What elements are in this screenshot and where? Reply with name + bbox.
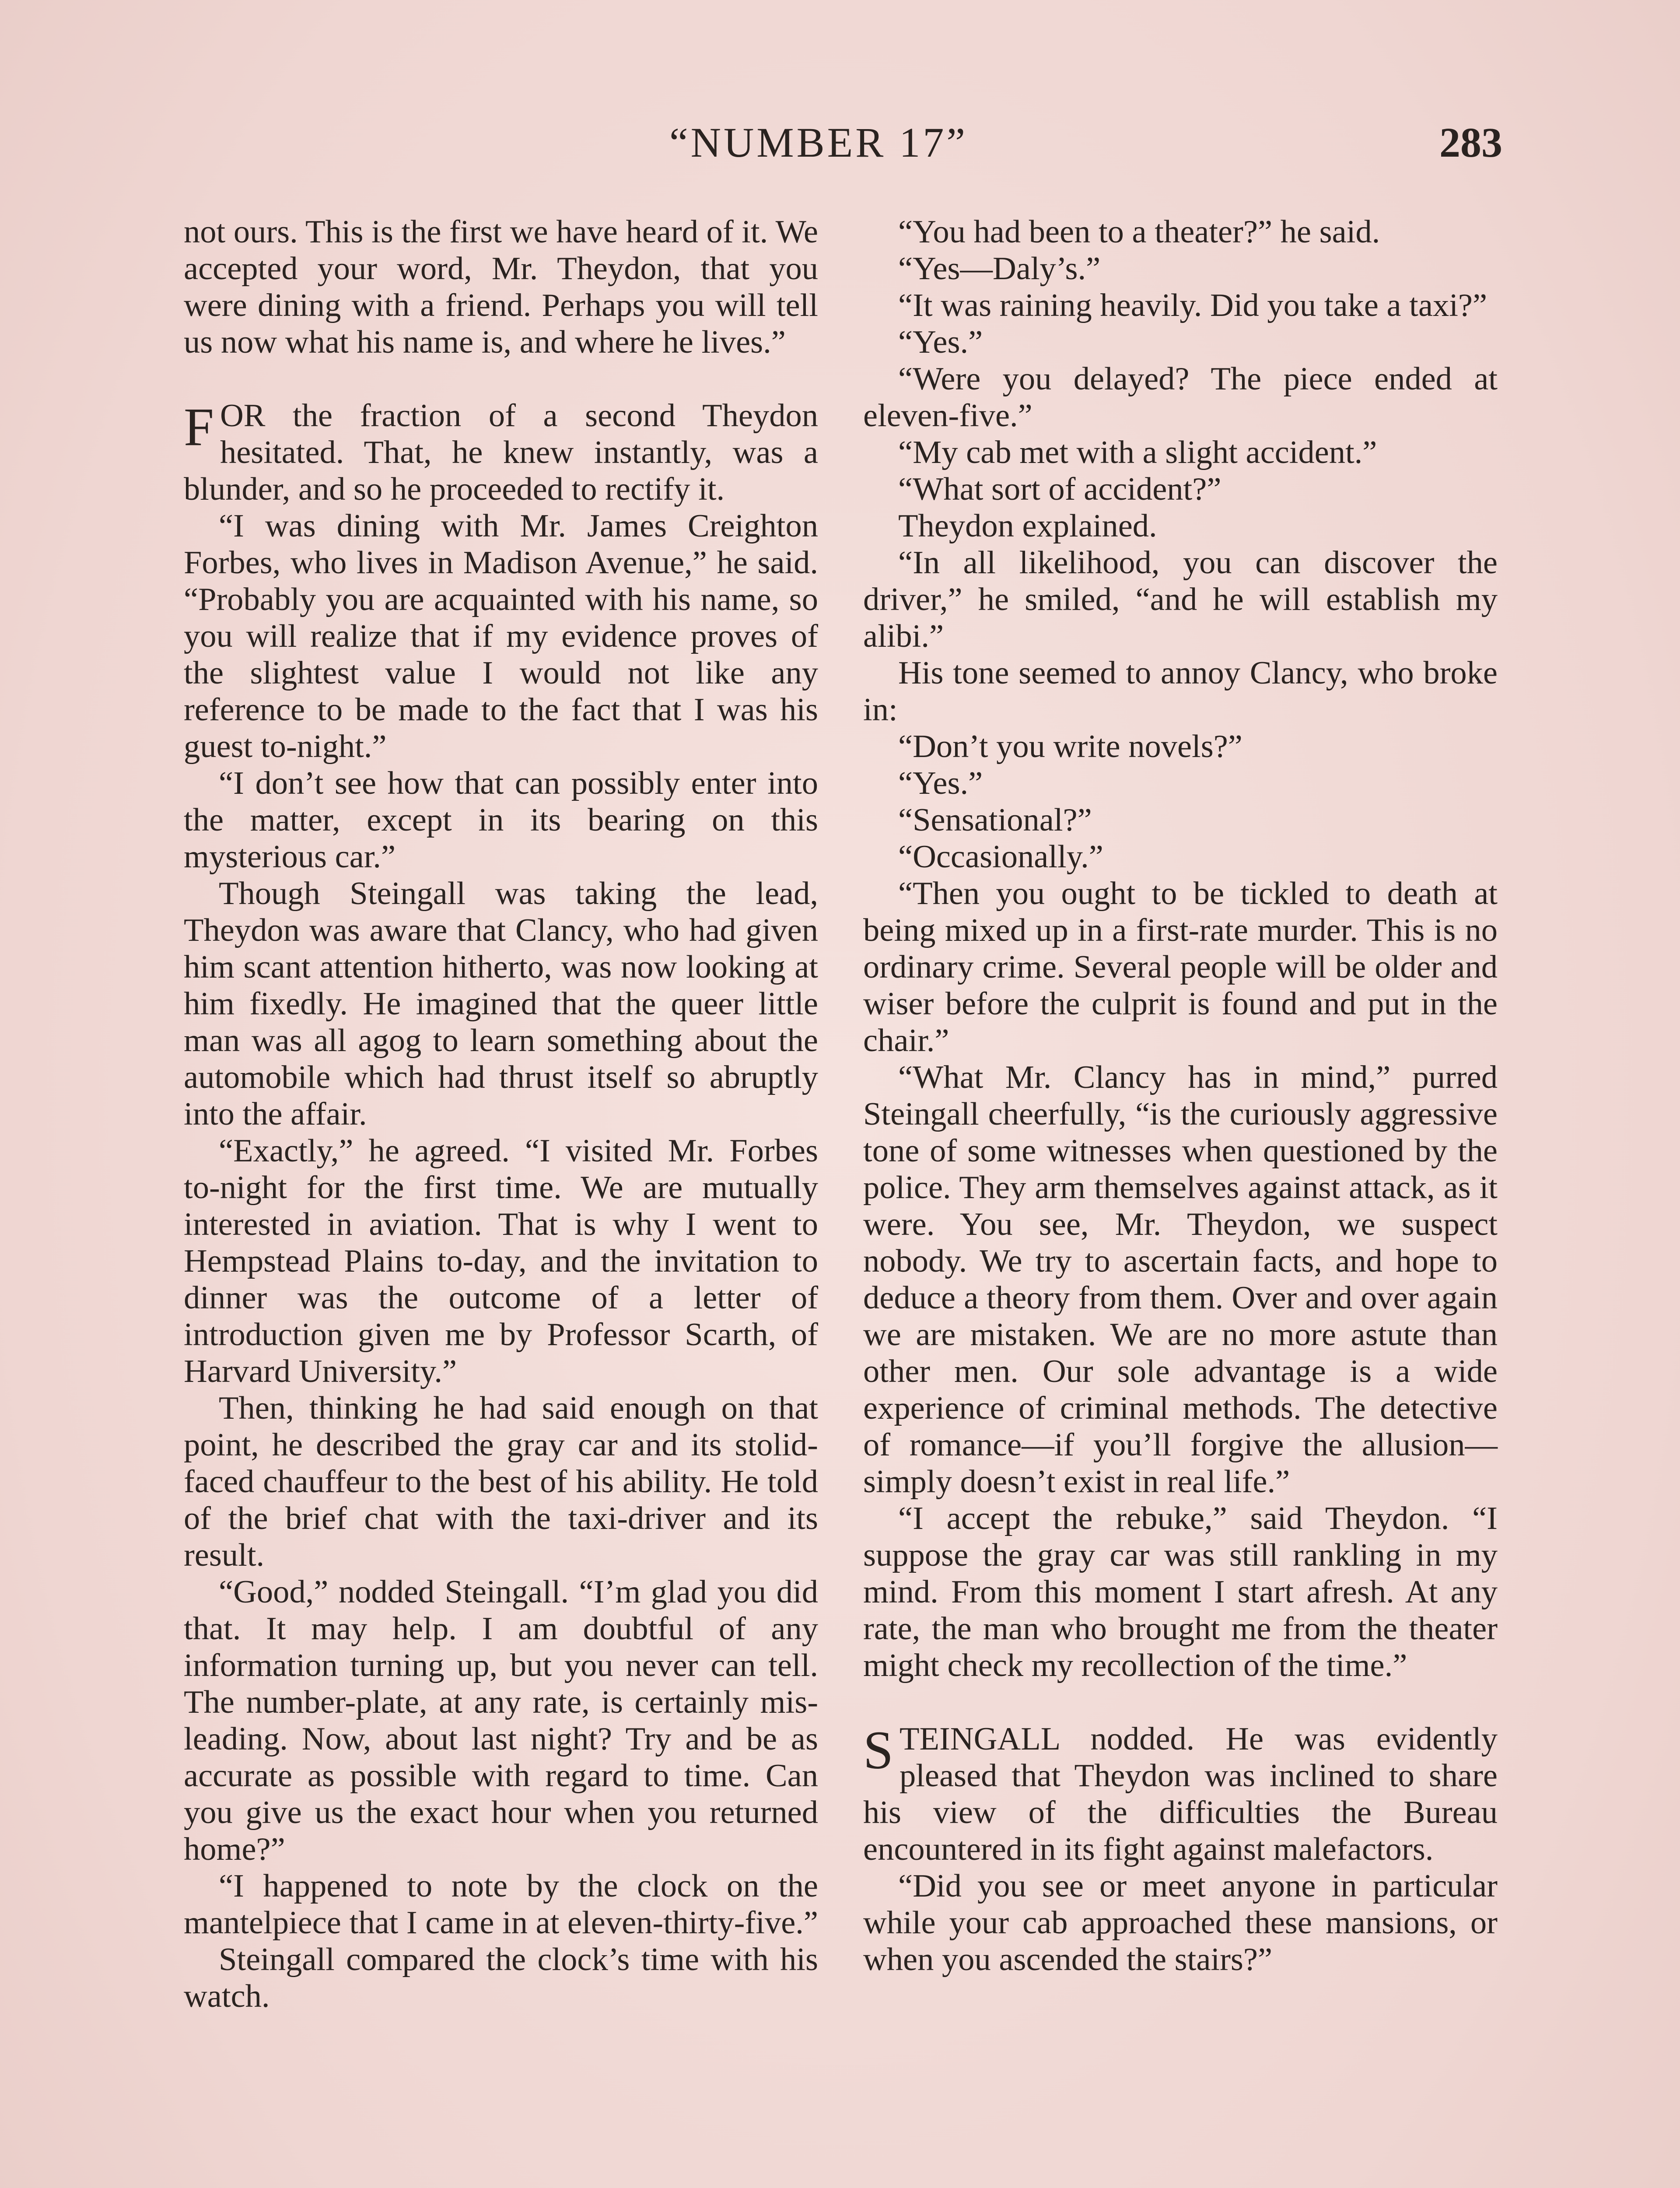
paragraph: “I was dining with Mr. James Creighton Forbes, who lives in Madison Avenue,” he said. “Probably you are acquainted with his name, so you will realize that if my evidence proves of the slightest value I would not like any reference to be made to the fact that I was his guest to-night.” (184, 508, 818, 764)
paragraph: “Good,” nodded Steingall. “I’m glad you did that. It may help. I am doubtful of any information turning up, but you never can tell. The number-plate, at any rate, is certainly misleading. Now, about last night? Try and be as accurate as possible with regard to time. Can you give us the exact hour when you returned home?” (184, 1574, 818, 1867)
paragraph: Steingall compared the clock’s time with his watch. (184, 1942, 818, 2014)
paragraph: Though Steingall was taking the lead, Theydon was aware that Clancy, who had given him scant attention hitherto, was now looking at him fixedly. He imagined that the queer little man was all agog to learn something about the automobile which had thrust itself so abruptly into the affair. (184, 876, 818, 1132)
left-column (184, 214, 818, 2015)
paragraph: Then, thinking he had said enough on that point, he described the gray car and its stolid-faced chauffeur to the best of his ability. He told of the brief chat with the taxi-driver and its result. (184, 1390, 818, 1573)
paragraph-text: OR the fraction of a second Theydon hesitated. That, he knew instantly, was a blunder, and so he proceeded to rectify it. (184, 398, 818, 507)
paragraph: “You had been to a theater?” he said. (898, 214, 1380, 250)
paragraph: “What sort of accident?” (898, 471, 1222, 507)
paragraph: not ours. This is the first we have heard of it. We accepted your word, Mr. Theydon, that you were dining with a friend. Perhaps you will tell us now what his name is, and where he lives.” (184, 214, 818, 360)
paragraph: “Did you see or meet anyone in particular while your cab approached these mansions, or when you ascended the stairs?” (863, 1868, 1498, 1978)
paragraph: Theydon explained. (898, 508, 1157, 544)
running-head (0, 118, 1680, 171)
paragraph: “I don’t see how that can possibly enter into the matter, except in its bearing on this mysterious car.” (184, 765, 818, 875)
paragraph-text: TEINGALL nodded. He was evidently pleased that Theydon was inclined to share his view of the difficulties the Bureau encountered in its fight against malefactors. (863, 1721, 1498, 1867)
drop-cap: F (184, 397, 214, 457)
right-column (863, 214, 1498, 1978)
paragraph: “I happened to note by the clock on the mantelpiece that I came in at eleven-thirty-five.” (184, 1868, 818, 1941)
paragraph: “Yes.” (898, 765, 983, 801)
paragraph: “Yes—Daly’s.” (898, 251, 1101, 287)
page-number: 283 (1439, 119, 1502, 166)
paragraph: “My cab met with a slight accident.” (898, 435, 1377, 470)
paragraph: “Were you delayed? The piece ended at eleven-five.” (863, 361, 1498, 434)
section-start-paragraph (863, 1721, 1498, 1868)
paragraph: “Sensational?” (898, 802, 1092, 838)
section-start-paragraph (184, 397, 818, 508)
running-title: “NUMBER 17” (669, 119, 968, 166)
drop-cap: S (863, 1720, 893, 1780)
paragraph: His tone seemed to annoy Clancy, who broke in: (863, 655, 1498, 728)
paragraph: “It was raining heavily. Did you take a taxi?” (898, 288, 1488, 323)
paragraph: “Yes.” (898, 324, 983, 360)
paragraph: “In all likelihood, you can discover the driver,” he smiled, “and he will establish my alibi.” (863, 545, 1498, 654)
paragraph: “What Mr. Clancy has in mind,” purred Steingall cheerfully, “is the curiously aggressive tone of some witnesses when questioned by the police. They arm themselves against attack, as it were. You see, Mr. Theydon, we suspect nobody. We try to ascertain facts, and hope to deduce a theory from them. Over and over again we are mistaken. We are no more astute than other men. Our sole advantage is a wide experience of criminal methods. The detective of romance—if you’ll forgive the allusion—simply doesn’t exist in real life.” (863, 1059, 1498, 1500)
paragraph: “I accept the rebuke,” said Theydon. “I suppose the gray car was still rankling in my mind. From this moment I start afresh. At any rate, the man who brought me from the theater might check my recollection of the time.” (863, 1501, 1498, 1683)
paragraph: “Don’t you write novels?” (898, 729, 1242, 764)
paragraph: “Then you ought to be tickled to death at being mixed up in a first-rate murder. This is no ordinary crime. Several people will be older and wiser before the culprit is found and put in the chair.” (863, 876, 1498, 1059)
paragraph: “Occasionally.” (898, 839, 1103, 875)
paragraph: “Exactly,” he agreed. “I visited Mr. Forbes to-night for the first time. We are mutually interested in aviation. That is why I went to Hempstead Plains to-day, and the invitation to dinner was the outcome of a letter of introduction given me by Professor Scarth, of Harvard University.” (184, 1133, 818, 1389)
